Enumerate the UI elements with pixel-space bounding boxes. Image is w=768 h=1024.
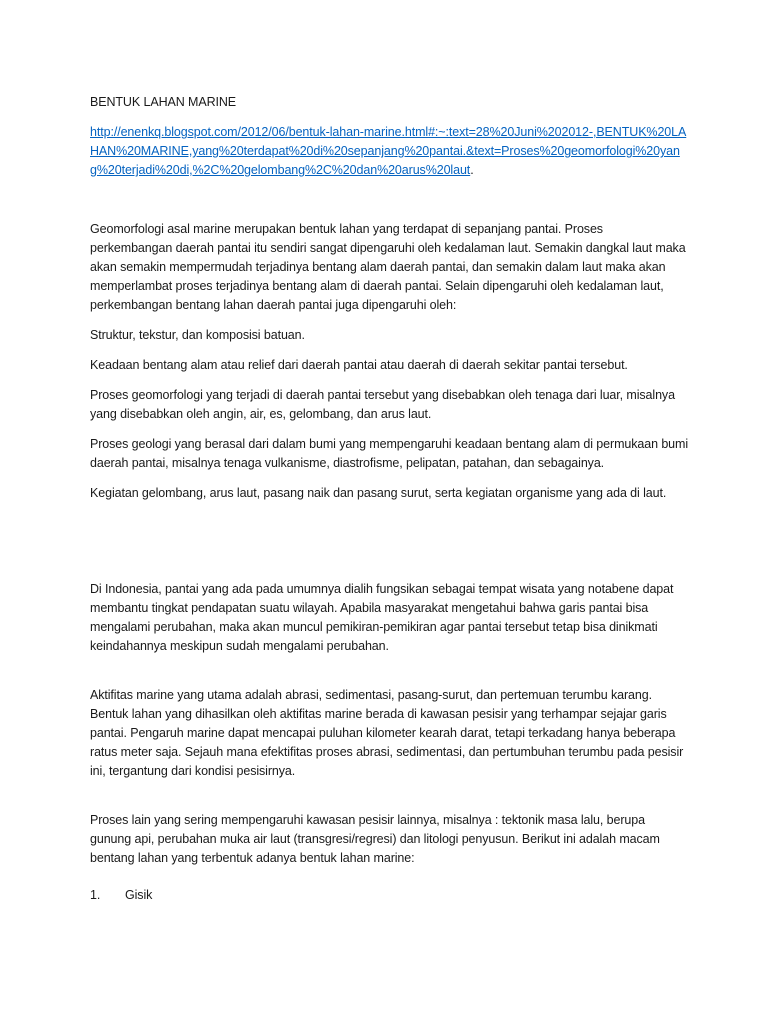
source-link-paragraph [90, 123, 688, 180]
list-item [90, 886, 688, 905]
document-title: BENTUK LAHAN MARINE [90, 95, 237, 109]
list-number: 1. [90, 888, 101, 902]
factor-item: Proses geomorfologi yang terjadi di daerah pantai tersebut yang disebabkan oleh tenaga dari luar, misalnya yang disebabkan oleh angin, air, es, gelombang, dan arus laut. [90, 388, 675, 421]
factor-item: Proses geologi yang berasal dari dalam bumi yang mempengaruhi keadaan bentang alam di permukaan bumi daerah pantai, misalnya tenaga vulkanisme, diastrofisme, pelipatan, patahan, dan sebagainya. [90, 437, 689, 470]
other-process-paragraph: Proses lain yang sering mempengaruhi kawasan pesisir lainnya, misalnya : tektonik masa lalu, berupa gunung api, perubahan muka air laut (transgresi/regresi) dan litologi penyusun. Berikut ini adalah macam bentang lahan yang terbentuk adanya bentuk lahan marine: [90, 813, 660, 865]
source-link[interactable]: http://enenkq.blogspot.com/2012/06/bentuk-lahan-marine.html#:~:text=28%20Juni%202012-,BENTUK%20LAHAN%20MARINE,yang%20terdapat%20di%20sepanjang%20pantai.&text=Proses%20geomorfologi%20yang%20terjadi%20di,%2C%20gelombang%2C%20dan%20arus%20laut [90, 125, 687, 177]
factor-item: Struktur, tekstur, dan komposisi batuan. [90, 328, 305, 342]
activity-paragraph: Aktifitas marine yang utama adalah abrasi, sedimentasi, pasang-surut, dan pertemuan terumbu karang. Bentuk lahan yang dihasilkan oleh aktifitas marine berada di kawasan pesisir yang terhampar sejajar garis pantai. Pengaruh marine dapat mencapai puluhan kilometer kearah darat, tetapi terkadang hanya beberapa ratus meter saja. Sejauh mana efektifitas proses abrasi, sedimentasi, dan pertumbuhan terumbu pada pesisir ini, tergantung dari kondisi pesisirnya. [90, 688, 684, 778]
intro-paragraph: Geomorfologi asal marine merupakan bentuk lahan yang terdapat di sepanjang pantai. Proses perkembangan daerah pantai itu sendiri sangat dipengaruhi oleh kedalaman laut. Semakin dangkal laut maka akan semakin mempermudah terjadinya bentang alam daerah pantai, dan semakin dalam laut maka akan memperlambat proses terjadinya bentang alam di daerah pantai. Selain dipengaruhi oleh kedalaman laut, perkembangan bentang lahan daerah pantai juga dipengaruhi oleh: [90, 222, 686, 312]
factor-item: Kegiatan gelombang, arus laut, pasang naik dan pasang surut, serta kegiatan organisme yang ada di laut. [90, 486, 667, 500]
link-suffix: . [470, 163, 474, 177]
document-body [90, 93, 688, 905]
factor-item: Keadaan bentang alam atau relief dari daerah pantai atau daerah di daerah sekitar pantai tersebut. [90, 358, 628, 372]
list-item-label: Gisik [125, 888, 153, 902]
indonesia-paragraph: Di Indonesia, pantai yang ada pada umumnya dialih fungsikan sebagai tempat wisata yang notabene dapat membantu tingkat pendapatan suatu wilayah. Apabila masyarakat mengetahui bahwa garis pantai bisa mengalami perubahan, maka akan muncul pemikiran-pemikiran agar pantai tersebut tetap bisa dinikmati keindahannya meskipun sudah mengalami perubahan. [90, 582, 674, 653]
